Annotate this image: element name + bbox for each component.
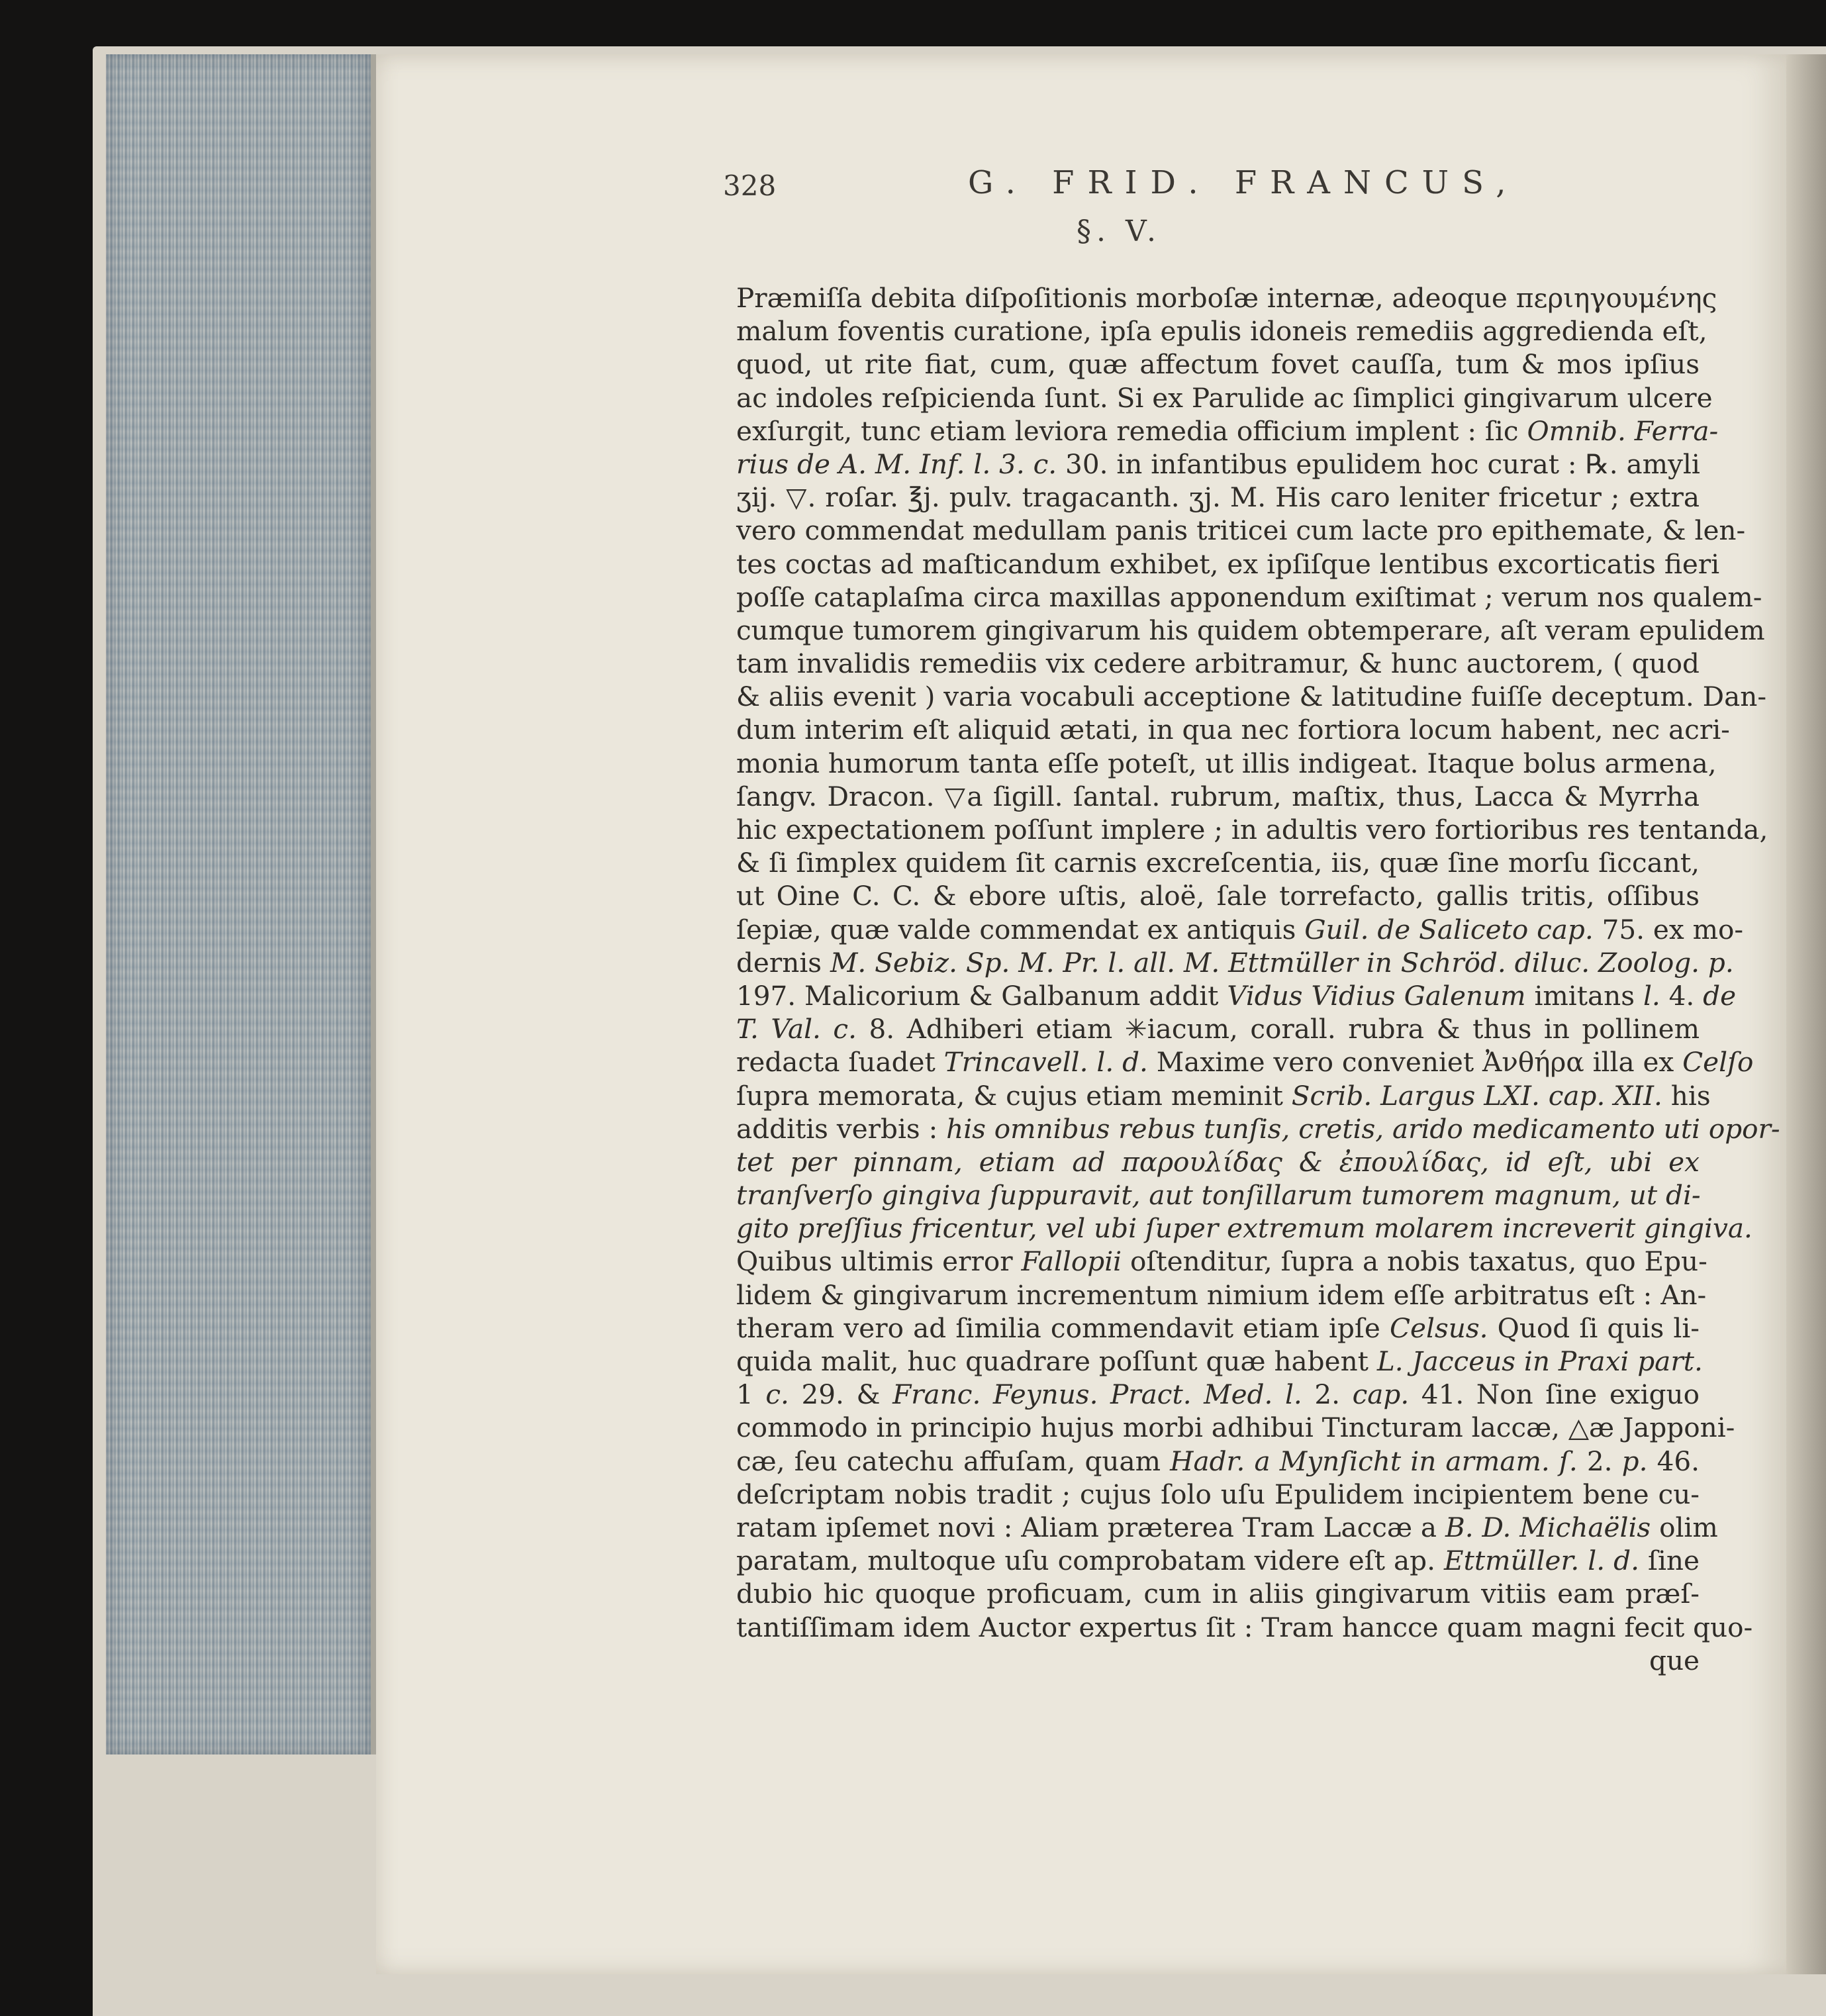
text-run: Maxime vero conveniet Ἀνθήρα illa ex xyxy=(1147,1046,1683,1079)
text-run: 29. & xyxy=(789,1378,893,1411)
text-run: 30. in infantibus epulidem hoc curat : ℞. amyli xyxy=(1057,448,1700,480)
text-line xyxy=(736,1378,1700,1411)
text-run: T. Val. c. xyxy=(736,1013,857,1045)
text-run: c. xyxy=(765,1378,789,1411)
text-run: deſcriptam nobis tradit ; cujus ſolo uſu Epulidem incipientem bene cu- xyxy=(736,1478,1700,1510)
text-line xyxy=(736,314,1707,348)
text-run: malum foventis curatione, ipſa epulis idoneis remediis aggredienda eſt, xyxy=(736,315,1707,348)
text-line xyxy=(736,1112,1780,1145)
text-line xyxy=(736,913,1744,946)
text-run: poſſe cataplaſma circa maxillas apponendum exiſtimat ; verum nos qualem- xyxy=(736,581,1762,613)
text-run: his xyxy=(1662,1079,1711,1112)
text-line xyxy=(736,548,1720,581)
body-text xyxy=(736,281,1780,1676)
text-run: 41. Non ſine exiguo xyxy=(1409,1378,1700,1411)
text-run: paratam, multoque uſu comprobatam videre eſt ap. xyxy=(736,1545,1444,1577)
text-line xyxy=(736,1478,1700,1511)
text-run: hic expectationem poſſunt implere ; in adultis vero fortioribus res tentanda, xyxy=(736,814,1768,845)
text-line xyxy=(736,1445,1700,1478)
text-run: quida malit, huc quadrare poſſunt quæ habent xyxy=(736,1345,1377,1377)
text-line xyxy=(736,1577,1700,1610)
text-line xyxy=(736,1278,1707,1312)
text-line xyxy=(736,1312,1700,1345)
text-line xyxy=(736,747,1717,780)
text-line xyxy=(736,514,1746,547)
text-run: dernis xyxy=(736,946,830,979)
text-run: 2. xyxy=(1302,1378,1353,1411)
text-run: Fallopii xyxy=(1021,1245,1122,1278)
text-run: 75. ex mo- xyxy=(1593,913,1744,945)
text-run: Celſo xyxy=(1682,1046,1754,1079)
text-run: ʒij. ▽. roſar. ℥j. pulv. tragacanth. ʒj. M. His caro leniter fricetur ; extra xyxy=(736,481,1700,514)
text-line xyxy=(736,1145,1700,1178)
text-run: B. D. Michaëlis xyxy=(1445,1511,1651,1543)
text-line xyxy=(736,1178,1700,1212)
text-run: oſtenditur, ſupra a nobis taxatus, quo Epu- xyxy=(1122,1245,1707,1278)
text-run: vero commendat medullam panis triticei cum lacte pro epithemate, & len- xyxy=(736,514,1746,547)
text-run: Quibus ultimis error xyxy=(736,1245,1022,1278)
text-line xyxy=(736,846,1700,879)
section-heading: §. V. xyxy=(1076,215,1162,248)
text-line xyxy=(736,879,1700,912)
text-run: L. Jacceus in Praxi part. xyxy=(1376,1345,1703,1377)
text-run: redacta ſuadet xyxy=(736,1046,944,1079)
text-run: l. xyxy=(1643,979,1660,1012)
text-run: ſupra memorata, & cujus etiam meminit xyxy=(736,1079,1292,1112)
text-run: p. xyxy=(1621,1445,1648,1477)
text-line xyxy=(736,979,1737,1012)
text-line xyxy=(736,1212,1753,1245)
text-run: 1 xyxy=(736,1378,766,1411)
text-run: ſepiæ, quæ valde commendat ex antiquis xyxy=(736,913,1305,945)
text-run: ſangv. Dracon. ▽a ſigill. ſantal. rubrum, maſtix, thus, Lacca & Myrrha xyxy=(736,780,1700,812)
text-run: Quod ſi quis li- xyxy=(1488,1312,1700,1344)
text-run: ac indoles reſpicienda ſunt. Si ex Parulide ac ſimplici gingivarum ulcere xyxy=(736,381,1713,414)
text-run: M. Sebiz. Sp. M. Pr. l. all. M. Ettmüller in Schröd. diluc. Zoolog. p. xyxy=(830,946,1734,979)
text-run: dum interim eſt aliquid ætati, in qua nec fortiora locum habent, nec acri- xyxy=(736,714,1730,746)
text-line xyxy=(736,1245,1707,1278)
text-run: theram vero ad ſimilia commendavit etiam ipſe xyxy=(736,1312,1390,1344)
text-run: Præmiſſa debita diſpoſitionis morboſæ internæ, adeoque περιηγουμένης xyxy=(736,282,1717,314)
text-run: que xyxy=(1649,1644,1700,1676)
text-run: Hadr. a Mynſicht in armam. ſ. xyxy=(1170,1445,1578,1477)
text-run: rius de A. M. Inf. l. 3. c. xyxy=(736,448,1057,480)
text-run: cumque tumorem gingivarum his quidem obtemperare, aſt veram epulidem xyxy=(736,614,1765,646)
text-run: his omnibus rebus tunſis, cretis, arido medicamento uti opor- xyxy=(946,1112,1780,1145)
text-line xyxy=(736,813,1768,846)
text-line xyxy=(736,946,1734,979)
text-line xyxy=(736,281,1717,314)
text-run: Omnib. Ferra- xyxy=(1527,414,1719,447)
text-line xyxy=(736,1544,1700,1577)
text-run: Vidus Vidius Galenum xyxy=(1227,979,1526,1012)
text-run: ratam ipſemet novi : Aliam præterea Tram Laccæ a xyxy=(736,1511,1445,1543)
text-line xyxy=(736,448,1700,481)
text-line xyxy=(736,1411,1735,1444)
text-run: 46. xyxy=(1647,1445,1700,1477)
text-line xyxy=(736,381,1713,414)
text-line xyxy=(736,1644,1700,1677)
text-run: 2. xyxy=(1577,1445,1622,1477)
text-run: de xyxy=(1703,979,1737,1012)
text-run: lidem & gingivarum incrementum nimium idem eſſe arbitratus eſt : An- xyxy=(736,1278,1707,1311)
text-run: 4. xyxy=(1660,979,1704,1012)
text-line xyxy=(736,680,1767,713)
text-run: ſine xyxy=(1639,1545,1700,1577)
text-run: tet per pinnam, etiam ad παρουλίδας & ἐπουλίδας, id eſt, ubi ex xyxy=(736,1145,1700,1178)
text-run: cap. xyxy=(1352,1378,1410,1411)
text-run: Trincavell. l. d. xyxy=(943,1046,1148,1079)
text-line xyxy=(736,780,1700,813)
text-run: Ettmüller. l. d. xyxy=(1444,1545,1639,1577)
text-run: ut Oine C. C. & ebore uſtis, aloë, ſale torrefacto, gallis tritis, oſſibus xyxy=(736,880,1700,912)
text-line xyxy=(736,1611,1753,1644)
text-run: Franc. Feynus. Pract. Med. l. xyxy=(892,1378,1302,1411)
text-run: Scrib. Largus LXI. cap. XII. xyxy=(1291,1079,1662,1112)
text-run: monia humorum tanta eſſe poteſt, ut illis indigeat. Itaque bolus armena, xyxy=(736,747,1717,779)
text-line xyxy=(736,1345,1703,1378)
text-line xyxy=(736,481,1700,514)
text-line xyxy=(736,713,1730,746)
page-edges xyxy=(106,54,376,1754)
text-run: cæ, ſeu catechu affuſam, quam xyxy=(736,1445,1171,1477)
running-head: G. FRID. FRANCUS, xyxy=(968,164,1519,201)
text-run: Celsus. xyxy=(1390,1312,1488,1344)
text-run: 8. Adhiberi etiam ✳iacum, corall. rubra & thus in pollinem xyxy=(857,1013,1700,1045)
text-run: & ſi ſimplex quidem ſit carnis excreſcentia, iis, quæ ſine morſu ſiccant, xyxy=(736,847,1700,879)
text-run: tes coctas ad maſticandum exhibet, ex ipſiſque lentibus excorticatis fieri xyxy=(736,548,1720,580)
text-line xyxy=(736,614,1765,647)
text-run: imitans xyxy=(1525,979,1643,1012)
text-run: gito preſſius fricentur, vel ubi ſuper extremum molarem increverit gingiva. xyxy=(736,1212,1753,1245)
text-run: 197. Malicorium & Galbanum addit xyxy=(736,979,1227,1012)
text-line xyxy=(736,1045,1754,1079)
text-line xyxy=(736,414,1719,448)
text-line xyxy=(736,647,1700,680)
text-run: tranſverſo gingiva ſuppuravit, aut tonſillarum tumorem magnum, ut di- xyxy=(736,1179,1701,1212)
text-run: commodo in principio hujus morbi adhibui Tincturam laccæ, △æ Japponi- xyxy=(736,1412,1735,1444)
text-line xyxy=(736,1012,1700,1045)
text-run: dubio hic quoque proficuam, cum in aliis gingivarum vitiis eam præſ- xyxy=(736,1578,1700,1610)
text-run: Guil. de Saliceto cap. xyxy=(1304,913,1594,945)
text-run: tam invalidis remediis vix cedere arbitramur, & hunc auctorem, ( quod xyxy=(736,648,1700,680)
text-line xyxy=(736,1079,1711,1112)
text-line xyxy=(736,348,1700,381)
text-run: quod, ut rite fiat, cum, quæ affectum fovet cauſſa, tum & mos ipſius xyxy=(736,348,1700,381)
text-run: & aliis evenit ) varia vocabuli acceptione & latitudine fuiſſe deceptum. Dan- xyxy=(736,681,1767,713)
text-run: tantiſſimam idem Auctor expertus ſit : Tram hancce quam magni fecit quo- xyxy=(736,1611,1753,1643)
text-run: exſurgit, tunc etiam leviora remedia officium implent : ſic xyxy=(736,414,1527,447)
page-number: 328 xyxy=(723,169,777,202)
text-line xyxy=(736,581,1762,614)
text-line xyxy=(736,1511,1718,1544)
text-run: olim xyxy=(1651,1511,1718,1543)
book-gutter-edge xyxy=(1786,54,1826,1974)
text-run: additis verbis : xyxy=(736,1112,947,1145)
